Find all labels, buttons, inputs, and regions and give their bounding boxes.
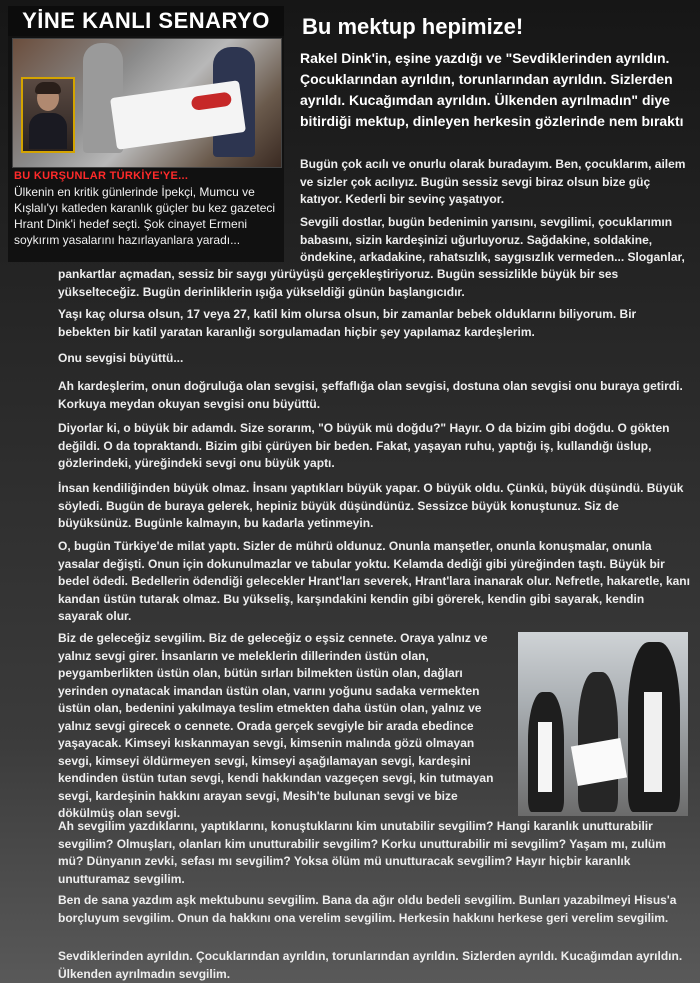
article-headline: Bu mektup hepimize! bbox=[302, 14, 524, 39]
mourners-photo bbox=[518, 632, 688, 816]
paragraph-10: Ah sevgilim yazdıklarını, yaptıklarını, konuştuklarını kim unutabilir sevgilim? Hangi karanlık unutturabilir sevgilim? Olmuşları, olanları kim unutturabilir sevgilim? Korku unutturabilir mi sevgilim? Yaşam mı, zulüm mü? Dünyanın zevki, sefası mı sevgilim? Yoksa ölüm mü unutturacak sevgilim? Hayır hiçbir karanlık unutturamaz sevgilim. bbox=[58, 819, 666, 886]
paragraph-4: Onu sevgisi büyüttü... bbox=[58, 351, 184, 365]
letter-paper bbox=[571, 738, 627, 786]
sidebar-box bbox=[8, 6, 284, 262]
paragraph-2a: Sevgili dostlar, bugün bedenimin yarısını, sevgilimi, çocuklarımın babasını, sizin kardeşinizi uğurluyoruz. Sağdakine, soldakine, öndekine, arkadakine, rahatsızlık, saygısızlık vermeden... Sloganlar, bbox=[300, 215, 685, 264]
white-scarf bbox=[538, 722, 552, 792]
paragraph-2b: pankartlar açmadan, sessiz bir saygı yürüyüşü gerçekleştiriyoruz. Bugün sessizlikle büyük bir ses yükselteceğiz. Bugün derinliklerin ışığa yükseldiği günün başlangıcıdır. bbox=[58, 267, 619, 299]
sidebar-kicker: YİNE KANLI SENARYO bbox=[8, 6, 284, 36]
inset-body bbox=[29, 113, 67, 149]
portrait-inset-photo bbox=[21, 77, 75, 153]
caption-heading: BU KURŞUNLAR TÜRKİYE'YE... bbox=[14, 170, 189, 182]
paragraph-1: Bugün çok acılı ve onurlu olarak buradayım. Ben, çocuklarım, ailem ve sizler çok acılıyız. Bugün sessiz sevgi biraz olsun bize güç katıyor. Kederli bir sevinç yaşatıyor. bbox=[300, 157, 686, 206]
paragraph-12: Sevdiklerinden ayrıldın. Çocuklarından ayrıldın, torunlarından ayrıldın. Sizlerden ayrıldı. Kucağımdan ayrıldın. Ülkenden ayrılmadın sevgilim. bbox=[58, 949, 683, 981]
article-intro: Rakel Dink'in, eşine yazdığı ve "Sevdiklerinden ayrıldın. Çocuklarından ayrıldın, torunlarından ayrıldın. Sizlerden ayrıldı. Kucağımdan ayrıldın. Ülkenden ayrılmadın" diye bitirdiği mektup, dinleyen herkesin gözlerinde nem bıraktı bbox=[300, 50, 684, 129]
paragraph-6: Diyorlar ki, o büyük bir adamdı. Size sorarım, "O büyük mü doğdu?" Hayır. O da bizim gibi doğdu. O gökten değildi. O da topraktandı. Bizim gibi çürüyen bir beden. Fakat, yaşayan ruhu, yaptığı iş, kullandığı üslup, gözlerindeki, yüreğindeki sevgi onu büyük yaptı. bbox=[58, 421, 670, 470]
paragraph-5: Ah kardeşlerim, onun doğruluğa olan sevgisi, şeffaflığa olan sevgisi, dostuna olan sevgisi onu buraya getirdi. Korkuya meydan okuyan sevgisi onu büyüttü. bbox=[58, 379, 683, 411]
paragraph-7: İnsan kendiliğinden büyük olmaz. İnsanı yaptıkları büyük yapar. O büyük oldu. Çünkü, büyük düşündü. Büyük söyledi. Bugün de buraya gelerek, hepiniz büyük düşündünüz. Sessizce büyük konuştunuz. Siz de büyüksünüz. Bugünle kalmayın, bu kadarla yetinmeyin. bbox=[58, 481, 684, 530]
inset-hair bbox=[35, 82, 61, 94]
sidebar-caption: Ülkenin en kritik günlerinde İpekçi, Mumcu ve Kışlalı'yı katleden karanlık güçler bu kez gazeteci Hrant Dink'i hedef seçti. Şok cinayet Ermeni soykırım yasalarını hazırlayanlara yaradı... bbox=[14, 185, 276, 247]
paragraph-9: Biz de geleceğiz sevgilim. Biz de geleceğiz o eşsiz cennete. Oraya yalnız ve yalnız sevgi girer. İnsanların ve meleklerin dillerinden üstün olan, peygamberlikten üstün olan, bütün sırları bilmekten üstün olan, dağları yerinden oynatacak imandan üstün olan, varını yoğunu sadaka vermekten üstün olan, bedenini yakılmaya teslim etmekten daha üstün olan, yalnız ve yalnız sevgi girecek o cennete. Orada gerçek sevgiyle bir arada ebedince yaşayacak. Kimseyi kıskanmayan sevgi, kimsenin malında gözü olmayan sevgi, kimseyi öldürmeyen sevgi, kimseyi aşağılamayan sevgi, kardeşini kendinden üstün tutan sevgi, kendi hakkından vazgeçen sevgi, kin tutmayan sevgi, kardeşinin hakkını arayan sevgi, Mesih'te bulunan sevgi ve bize dökülmüş olan sevgi. bbox=[58, 631, 494, 820]
paragraph-3: Yaşı kaç olursa olsun, 17 veya 27, katil kim olursa olsun, bir zamanlar bebek olduklarını biliyorum. Bir bebekten bir katil yaratan karanlığı sorgulamadan hiçbir şey yapılamaz kardeşlerim. bbox=[58, 307, 637, 339]
crime-scene-photo bbox=[12, 38, 282, 168]
paragraph-8: O, bugün Türkiye'de milat yaptı. Sizler de mührü oldunuz. Onunla manşetler, onunla konuşmalar, onunla yasalar değişti. Onun için dokunulmazlar ve tabular yoktu. Kelamda dediği gibi yüreğinden taştı. Büyük bir bedel ödedi. Bedellerin ödendiği gelecekler Hrant'ları severek, Hrant'lara inanarak olur. Nefretle, hakaretle, kanı kandan üstün tutarak olmaz. Bu yükseliş, karşındakini kendin gibi görerek, kendin gibi sayarak, kendin sayarak olur. bbox=[58, 539, 690, 623]
white-scarf bbox=[644, 692, 662, 792]
paragraph-11: Ben de sana yazdım aşk mektubunu sevgilim. Bana da ağır oldu bedeli sevgilim. Bunları yazabilmeyi Hisus'a borçluyum sevgilim. Onun da hakkını ona verelim sevgilim. Herkesin hakkını herkese geri verelim sevgilim. bbox=[58, 893, 677, 925]
